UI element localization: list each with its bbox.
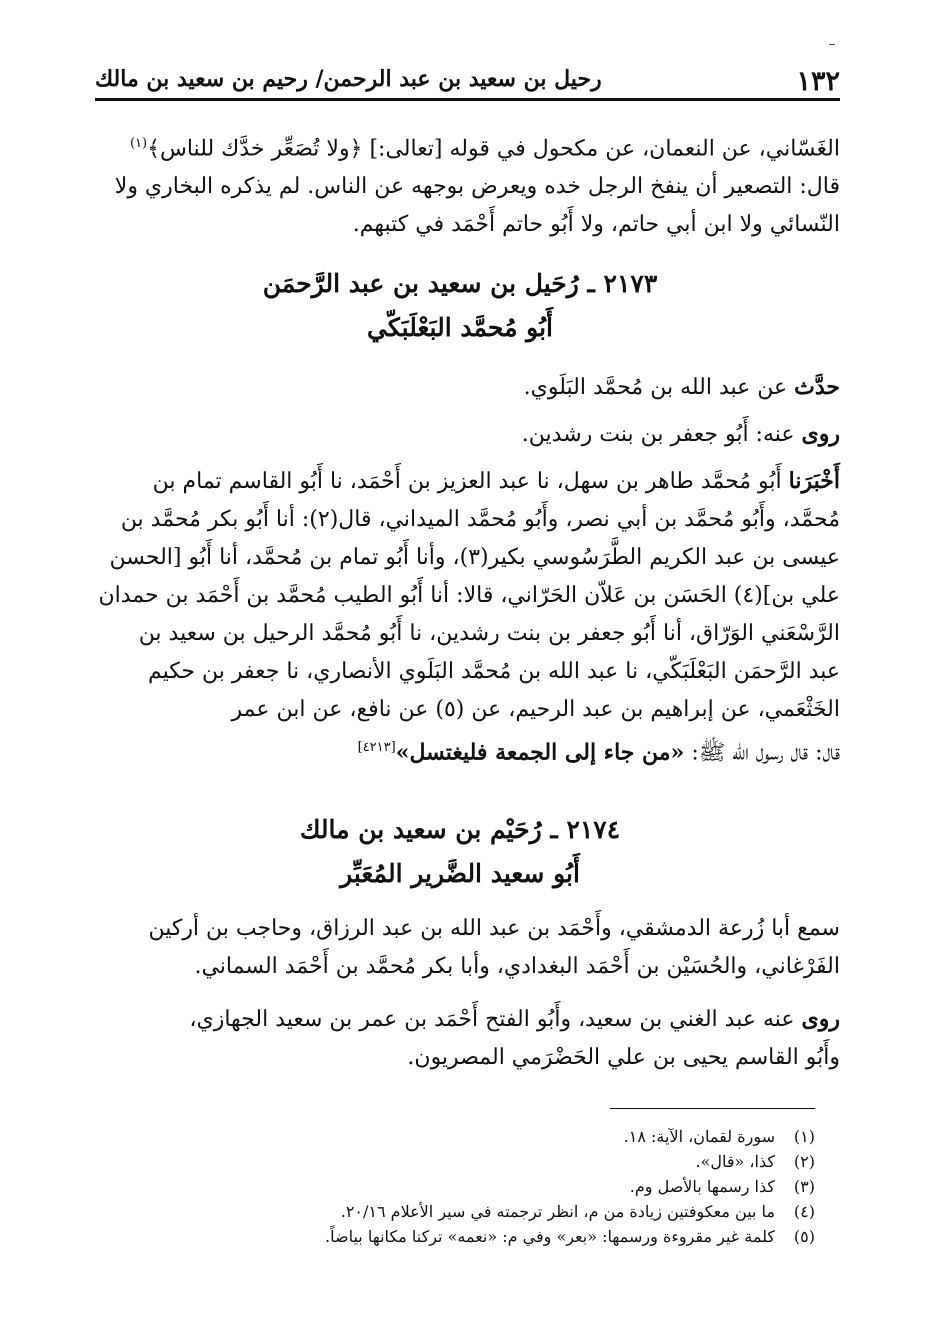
- rawa-label: روى: [801, 1006, 840, 1032]
- entry-heading-2173: [80, 262, 840, 350]
- isnad-line: الرَّسْعَني الوَرّاق، أنا أَبُو جعفر بن بنت رشدين، نا أَبُو مُحمَّد الرحيل بن سعيد بن: [138, 621, 840, 646]
- hadith-text: «من جاء إلى الجمعة فليغتسل»: [395, 739, 685, 766]
- footnote-divider: [610, 1108, 815, 1109]
- footnotes: [150, 1124, 815, 1249]
- sami-line: سمع أبا زُرعة الدمشقي، وأَحْمَد بن عبد الله بن عبد الرزاق، وحاجب بن أركين: [148, 916, 840, 941]
- footnote-ref: (١): [129, 136, 148, 151]
- footnote-text: ما بين معكوفتين زيادة من م، انظر ترجمته في سير الأعلام ٢٠/١٦.: [340, 1202, 775, 1221]
- entry-heading-2174: [80, 808, 840, 896]
- entry-2174-body: [80, 910, 840, 1077]
- isnad-line: علي بن](٤) الحَسَن بن عَلاّن الحَرّاني، قالا: أنا أَبُو الطيب مُحمَّد بن أَحْمَد بن حمدان: [98, 583, 840, 608]
- footnote-item: [150, 1199, 815, 1224]
- isnad-text: أَبُو مُحمَّد طاهر بن سهل، نا عبد العزيز بن أَحْمَد، نا أَبُو القاسم تمام بن: [152, 469, 782, 494]
- isnad-line: مُحمَّد، وأَبُو مُحمَّد بن أبي نصر، وأَبُو مُحمَّد الميداني، قال(٢): أنا أَبُو بكر مُحمَّد بن: [120, 507, 840, 532]
- haddath-text: عن عبد الله بن مُحمَّد البَلَوي.: [523, 375, 788, 400]
- intro-line: النّسائي ولا ابن أبي حاتم، ولا أَبُو حاتم أَحْمَد في كتبهم.: [352, 212, 840, 238]
- rawa-text: عنه عبد الغني بن سعيد، وأَبُو الفتح أَحْمَد بن عمر بن سعيد الجهازي،: [189, 1007, 795, 1032]
- rawa-line: [80, 1000, 840, 1039]
- akhbarana-label: أَخْبَرَنا: [788, 468, 840, 494]
- intro-paragraph: [80, 125, 840, 244]
- rawa-line: وأَبُو القاسم يحيى بن علي الحَضْرَمي المصريون.: [407, 1045, 840, 1070]
- page-header: [95, 58, 840, 101]
- intro-line-text: الغَسّاني، عن النعمان، عن مكحول في قوله [تعالى:] ﴿ولا تُصَعِّر خدَّك للناس﴾: [147, 136, 840, 162]
- entry-title: ٢١٧٣ ـ رُحَيل بن سعيد بن عبد الرَّحمَن: [262, 269, 658, 298]
- isnad-line: عيسى بن عبد الكريم الطَّرَسُوسي بكير(٣)، وأنا أَبُو تمام بن مُحمَّد، أنا أَبُو [الحسن: [109, 545, 840, 570]
- haddath-line: [80, 368, 840, 407]
- sami-line: الفَرْغاني، والحُسَيْن بن أَحْمَد البغدادي، وأبا بكر مُحمَّد بن أَحْمَد السماني.: [194, 954, 840, 979]
- rawa-line: [80, 415, 840, 454]
- hadith-line: [80, 729, 840, 772]
- hadith-intro: قال: قال رسول الله ﷺ:: [691, 740, 840, 766]
- hadith-ref: [٤٢١٣]: [357, 740, 396, 755]
- entry-kunya: أَبُو مُحمَّد البَعْلَبَكّي: [367, 313, 553, 342]
- isnad-paragraph: [80, 462, 840, 772]
- intro-line: [80, 125, 840, 168]
- footnote-text: سورة لقمان، الآية: ١٨.: [623, 1127, 775, 1146]
- isnad-line: عبد الرَّحمَن البَعْلَبَكّي، نا عبد الله بن مُحمَّد البَلَوي الأنصاري، نا جعفر بن حكيم: [147, 659, 840, 684]
- entry-kunya: أَبُو سعيد الضَّرير المُعَبِّر: [340, 859, 580, 888]
- intro-line: قال: التصعير أن ينفخ الرجل خده ويعرض بوجهه عن الناس. لم يذكره البخاري ولا: [114, 174, 840, 200]
- footnote-number: (٤): [793, 1202, 815, 1221]
- rawa-text: عنه: أَبُو جعفر بن بنت رشدين.: [521, 422, 795, 447]
- footnote-item: [150, 1224, 815, 1249]
- isnad-line: الخَثْعَمي، عن إبراهيم بن عبد الرحيم، عن (٥) عن نافع، عن ابن عمر: [231, 697, 840, 722]
- footnote-text: كذا رسمها بالأصل وم.: [629, 1177, 775, 1196]
- haddath-label: حدَّث: [794, 374, 840, 400]
- footnote-number: (١): [793, 1127, 815, 1146]
- running-title: رحيل بن سعيد بن عبد الرحمن/ رحيم بن سعيد بن مالك: [95, 66, 602, 92]
- footnote-number: (٢): [793, 1152, 815, 1171]
- footnote-text: كلمة غير مقروءة ورسمها: «بعر» وفي م: «نعمه» تركنا مكانها بياضاً.: [325, 1227, 775, 1246]
- footnote-text: كذا، «قال».: [695, 1152, 775, 1171]
- footnote-item: [150, 1174, 815, 1199]
- footnote-number: (٣): [793, 1177, 815, 1196]
- footnote-number: (٥): [793, 1227, 815, 1246]
- entry-title: ٢١٧٤ ـ رُحَيْم بن سعيد بن مالك: [299, 815, 621, 844]
- page-number: ١٣٢: [796, 66, 840, 97]
- entry-2173-body: [80, 368, 840, 772]
- page-corner-mark: [829, 44, 835, 45]
- footnote-item: [150, 1124, 815, 1149]
- isnad-line: [80, 462, 840, 501]
- rawa-label: روى: [801, 421, 840, 447]
- footnote-item: [150, 1149, 815, 1174]
